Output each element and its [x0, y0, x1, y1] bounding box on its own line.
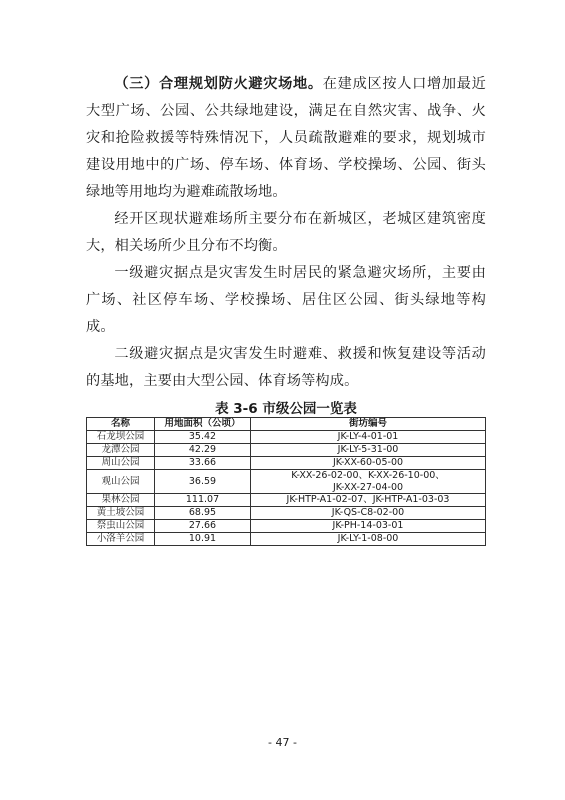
- park-area: 111.07: [155, 494, 251, 507]
- table-row: [87, 533, 486, 546]
- park-code-line1: K-XX-26-02-00、K-XX-26-10-00、: [291, 470, 445, 481]
- section-heading: （三）合理规划防火避灾场地。: [114, 76, 323, 92]
- park-code: JK-XX-60-05-00: [251, 457, 486, 470]
- park-code: JK-PH-14-03-01: [251, 520, 486, 533]
- paragraph-current-status: 经开区现状避难场所主要分布在新城区，老城区建筑密度大，相关场所少且分布不均衡。: [86, 211, 486, 254]
- park-area: 33.66: [155, 457, 251, 470]
- park-area: 36.59: [155, 470, 251, 494]
- park-code: [251, 470, 486, 494]
- paragraph-fire-refuge-planning: [86, 71, 486, 206]
- park-area: 68.95: [155, 507, 251, 520]
- paragraph-level2-refuge: 二级避灾据点是灾害发生时避难、救援和恢复建设等活动的基地，主要由大型公园、体育场等构成。: [86, 346, 486, 389]
- table-row: [87, 444, 486, 457]
- park-name: 小洛羊公园: [87, 533, 155, 546]
- table-row: [87, 431, 486, 444]
- park-name: 祭虫山公园: [87, 520, 155, 533]
- park-code: JK-LY-4-01-01: [251, 431, 486, 444]
- page-number: - 47 -: [268, 736, 297, 749]
- park-area: 42.29: [155, 444, 251, 457]
- header-name: 名称: [87, 418, 155, 431]
- park-name: 果林公园: [87, 494, 155, 507]
- table-row: [87, 507, 486, 520]
- table-row: [87, 470, 486, 494]
- table-row: [87, 457, 486, 470]
- park-code: JK-LY-1-08-00: [251, 533, 486, 546]
- park-code: JK-HTP-A1-02-07、JK-HTP-A1-03-03: [251, 494, 486, 507]
- section-heading-body: 在建成区按人口增加最近大型广场、公园、公共绿地建设，满足在自然灾害、战争、火灾和抢险救援等特殊情况下，人员疏散避难的要求，规划城市建设用地中的广场、停车场、体育场、学校操场、公园、街头绿地等用地均为避难疏散场地。: [86, 76, 486, 200]
- header-code: 街坊编号: [251, 418, 486, 431]
- header-area: 用地面积（公顷）: [155, 418, 251, 431]
- park-area: 27.66: [155, 520, 251, 533]
- park-name: 周山公园: [87, 457, 155, 470]
- paragraph-level1-refuge: 一级避灾据点是灾害发生时居民的紧急避灾场所，主要由广场、社区停车场、学校操场、居住区公园、街头绿地等构成。: [86, 265, 486, 335]
- park-code: JK-LY-5-31-00: [251, 444, 486, 457]
- park-name: 龙潭公园: [87, 444, 155, 457]
- park-name: 石龙坝公园: [87, 431, 155, 444]
- park-code-line2: JK-XX-27-04-00: [332, 481, 404, 493]
- park-table: [86, 417, 486, 546]
- table-caption: 表 3-6 市级公园一览表: [215, 401, 357, 417]
- table-header-row: [87, 418, 486, 431]
- table-row: [87, 494, 486, 507]
- park-area: 10.91: [155, 533, 251, 546]
- park-name: 黄土坡公园: [87, 507, 155, 520]
- table-row: [87, 520, 486, 533]
- park-area: 35.42: [155, 431, 251, 444]
- park-name: 观山公园: [87, 470, 155, 494]
- park-code: JK-QS-C8-02-00: [251, 507, 486, 520]
